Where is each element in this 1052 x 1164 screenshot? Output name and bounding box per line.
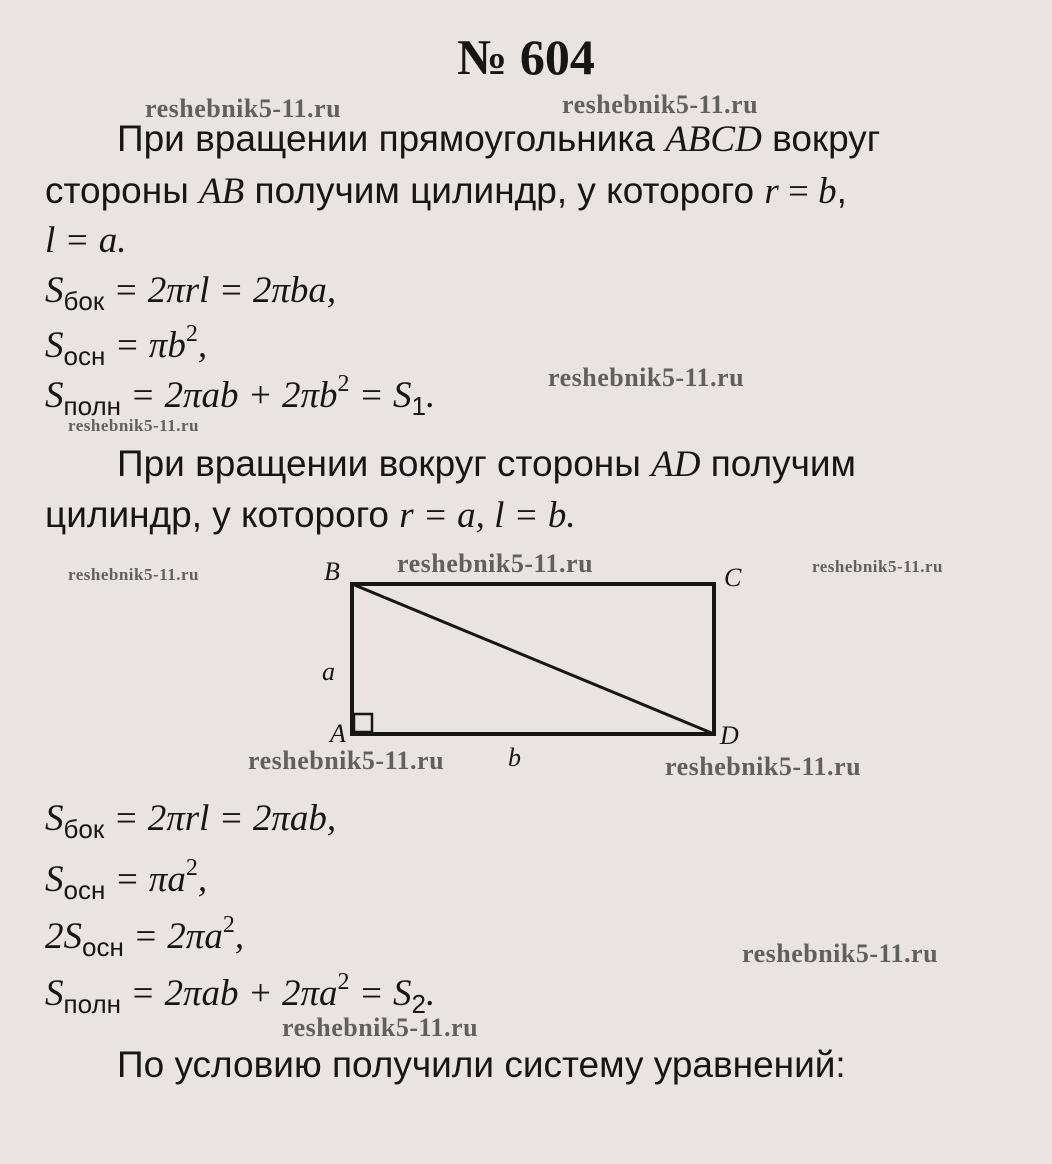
watermark: reshebnik5-11.ru: [145, 94, 342, 123]
watermark: reshebnik5-11.ru: [562, 90, 759, 119]
vertex-label-b: B: [324, 557, 340, 586]
vertex-label-c: C: [724, 563, 742, 592]
para1-line2: стороны AB получим цилиндр, у которого r = b,: [45, 170, 847, 212]
watermark: reshebnik5-11.ru: [282, 1013, 479, 1042]
watermark: reshebnik5-11.ru: [812, 557, 943, 576]
diagonal-bd: [352, 584, 714, 734]
watermark: reshebnik5-11.ru: [548, 363, 745, 392]
formula-s-full-2: $S_{полн} = 2\pi ab + 2\pi a^2 = S_2$.: [45, 969, 436, 1019]
watermark: reshebnik5-11.ru: [68, 565, 199, 584]
vertex-label-a: A: [330, 719, 346, 748]
formula-s-base-1: $S_{осн} = \pi b^2$,: [45, 321, 208, 371]
watermark: reshebnik5-11.ru: [68, 416, 199, 435]
para2-line1: При вращении вокруг стороны AD получим: [117, 443, 856, 485]
formula-s-full-1: $S_{полн} = 2\pi ab + 2\pi b^2 = S_1$.: [45, 371, 436, 421]
closing-text: По условию получили систему уравнений:: [117, 1044, 846, 1085]
para1-line1: При вращении прямоугольника ABCD вокруг: [117, 118, 881, 160]
watermark: reshebnik5-11.ru: [742, 939, 939, 968]
right-angle-mark: [354, 714, 372, 732]
formula-s-side-1: $S_{бок} = 2\pi rl = 2\pi ba$,: [45, 270, 337, 316]
side-label-a: a: [322, 657, 335, 686]
vertex-label-d: D: [720, 721, 739, 750]
para2-line2: цилиндр, у которого r = a, l = b.: [45, 494, 576, 536]
problem-number: № 604: [457, 29, 595, 85]
watermark: reshebnik5-11.ru: [248, 746, 445, 775]
formula-two-s-base: $2S_{осн} = 2\pi a^2$,: [45, 912, 245, 962]
watermark: reshebnik5-11.ru: [397, 549, 594, 578]
formula-s-side-2: $S_{бок} = 2\pi rl = 2\pi ab$,: [45, 798, 337, 844]
side-label-b: b: [508, 743, 521, 772]
watermark: reshebnik5-11.ru: [665, 752, 862, 781]
para1-line3: l = a.: [45, 220, 127, 261]
rectangle-figure: [300, 552, 760, 782]
formula-s-base-2: $S_{осн} = \pi a^2$,: [45, 855, 208, 905]
